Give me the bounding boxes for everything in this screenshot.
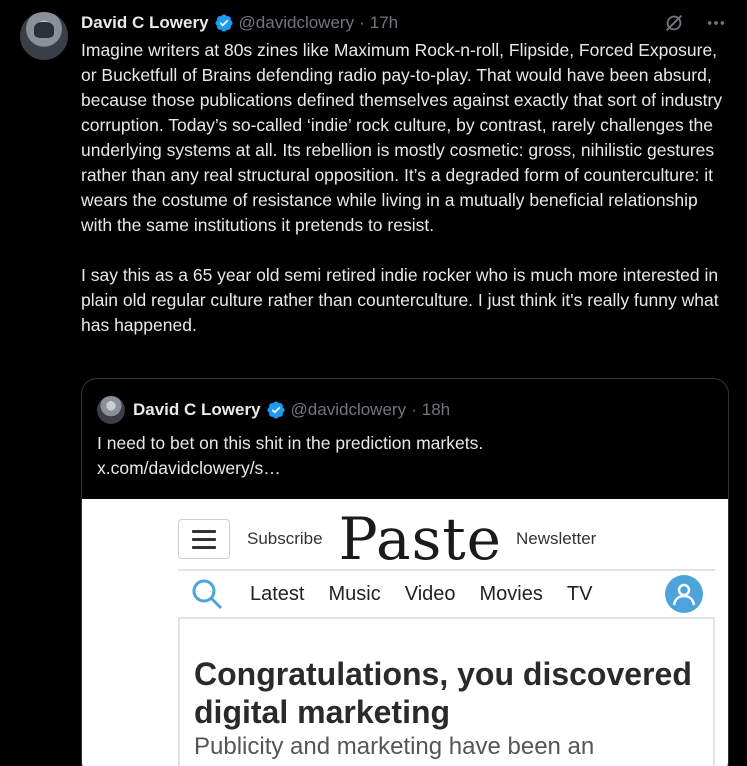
search-icon [190,577,224,611]
separator-dot: · [411,400,417,419]
nav-video: Video [404,582,456,605]
verified-badge-icon [266,400,286,420]
tweet-header [81,12,398,34]
quoted-tweet[interactable] [81,378,729,766]
verified-badge-icon [214,13,234,33]
nav-music: Music [328,582,381,605]
quoted-avatar [97,396,125,424]
quoted-media-image[interactable] [82,499,729,766]
nav-latest: Latest [250,582,305,605]
separator-dot: · [359,13,365,32]
avatar[interactable] [20,12,68,60]
quoted-text [97,431,483,481]
grok-slash-icon[interactable] [663,12,685,34]
timestamp[interactable]: 17h [369,13,399,32]
tweet-text: Imagine writers at 80s zines like Maximum Rock-n-roll, Flipside, Forced Exposure, or Bucketfull of Brains defending radio pay-to-play. That would have been absurd, because those publications defined themselves against exactly that sort of industry corruption. Today’s so-called ‘indie’ rock culture, by contrast, rarely challenges the underlying systems at all. Its rebellion is mostly cosmetic: gross, nihilistic gestures rather than any real structural opposition. It’s a degraded form of counterculture: it wears the costume of resistance while living in a mutually beneficial relationship with the same institutions it pretends to resist. I say this as a 65 year old semi retired indie rocker who is much more interested in plain old regular culture rather than counterculture. I just think it's really funny what has happened. [81,40,723,335]
top-actions [663,12,727,34]
nav-tv: TV [566,582,593,605]
paste-logo: Paste [338,505,503,573]
quoted-author-name: David C Lowery [133,400,261,419]
article-subline: Publicity and marketing have been an [194,733,595,760]
newsletter-label: Newsletter [516,529,597,548]
paste-nav [178,569,715,619]
quoted-header [97,396,450,424]
quoted-text-line: I need to bet on this shit in the prediction markets. [97,433,484,453]
subscribe-label: Subscribe [247,529,323,548]
paste-header [178,505,715,573]
quoted-link[interactable]: x.com/davidclowery/s… [97,458,281,478]
author-name[interactable]: David C Lowery [81,13,209,32]
quoted-timestamp: 18h [421,400,451,419]
more-options-icon[interactable] [705,12,727,34]
user-icon [665,575,703,613]
nav-movies: Movies [479,582,543,605]
author-handle[interactable]: @davidclowery [238,13,355,32]
article-preview [178,619,715,766]
quoted-handle: @davidclowery [290,400,407,419]
hamburger-menu-icon [178,519,230,559]
article-headline: Congratulations, you discovered digital marketing [194,656,692,730]
